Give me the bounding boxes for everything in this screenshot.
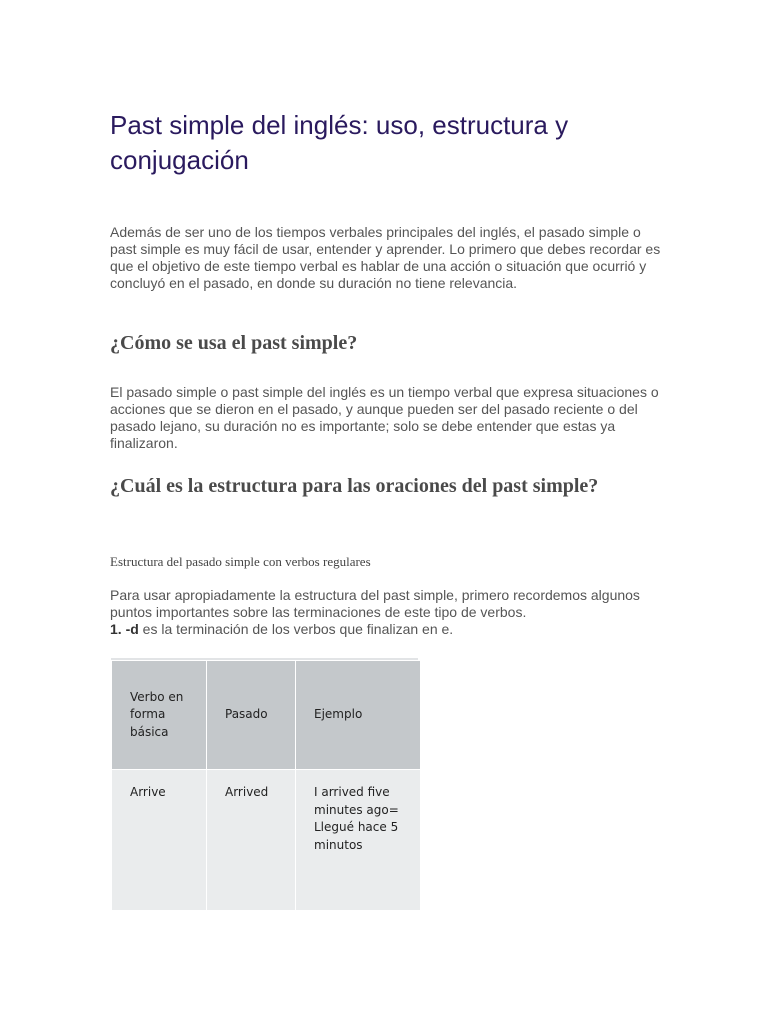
subheading-verbos-regulares: Estructura del pasado simple con verbos regulares [110, 554, 371, 569]
estructura-text: Para usar apropiadamente la estructura del past simple, primero recordemos algunos puntos importantes sobre las terminaciones de este tipo de verbos. [110, 587, 640, 620]
table-header-row [112, 661, 421, 770]
estructura-paragraph [110, 587, 666, 638]
page-title: Past simple del inglés: uso, estructura y conjugación [110, 110, 569, 175]
uso-paragraph: El pasado simple o past simple del inglés es un tiempo verbal que expresa situaciones o acciones que se dieron en el pasado, y aunque pueden ser del pasado reciente o del pasado lejano, su duración no es importante; solo se debe entender que estas ya finalizaron. [110, 384, 659, 451]
table-row [112, 770, 421, 911]
header-cell-pasado: Pasado [207, 661, 296, 770]
header-cell-verbo: Verbo en forma básica [112, 661, 207, 770]
cell-pasado: Arrived [207, 770, 296, 911]
rule-label: 1. -d [110, 621, 139, 637]
cell-verbo: Arrive [112, 770, 207, 911]
cell-ejemplo: I arrived five minutes ago= Llegué hace 5 minutos [296, 770, 421, 911]
header-cell-ejemplo: Ejemplo [296, 661, 421, 770]
rule-text: es la terminación de los verbos que finalizan en e. [138, 621, 454, 637]
intro-paragraph: Además de ser uno de los tiempos verbales principales del inglés, el pasado simple o past simple es muy fácil de usar, entender y aprender. Lo primero que debes recordar es que el objetivo de este tiempo verbal es hablar de una acción o situación que ocurrió y concluyó en el pasado, en donde su duración no tiene relevancia. [110, 224, 661, 291]
section-heading-estructura: ¿Cuál es la estructura para las oraciones del past simple? [110, 475, 599, 497]
section-heading-uso: ¿Cómo se usa el past simple? [110, 332, 358, 354]
verb-table [111, 660, 421, 911]
